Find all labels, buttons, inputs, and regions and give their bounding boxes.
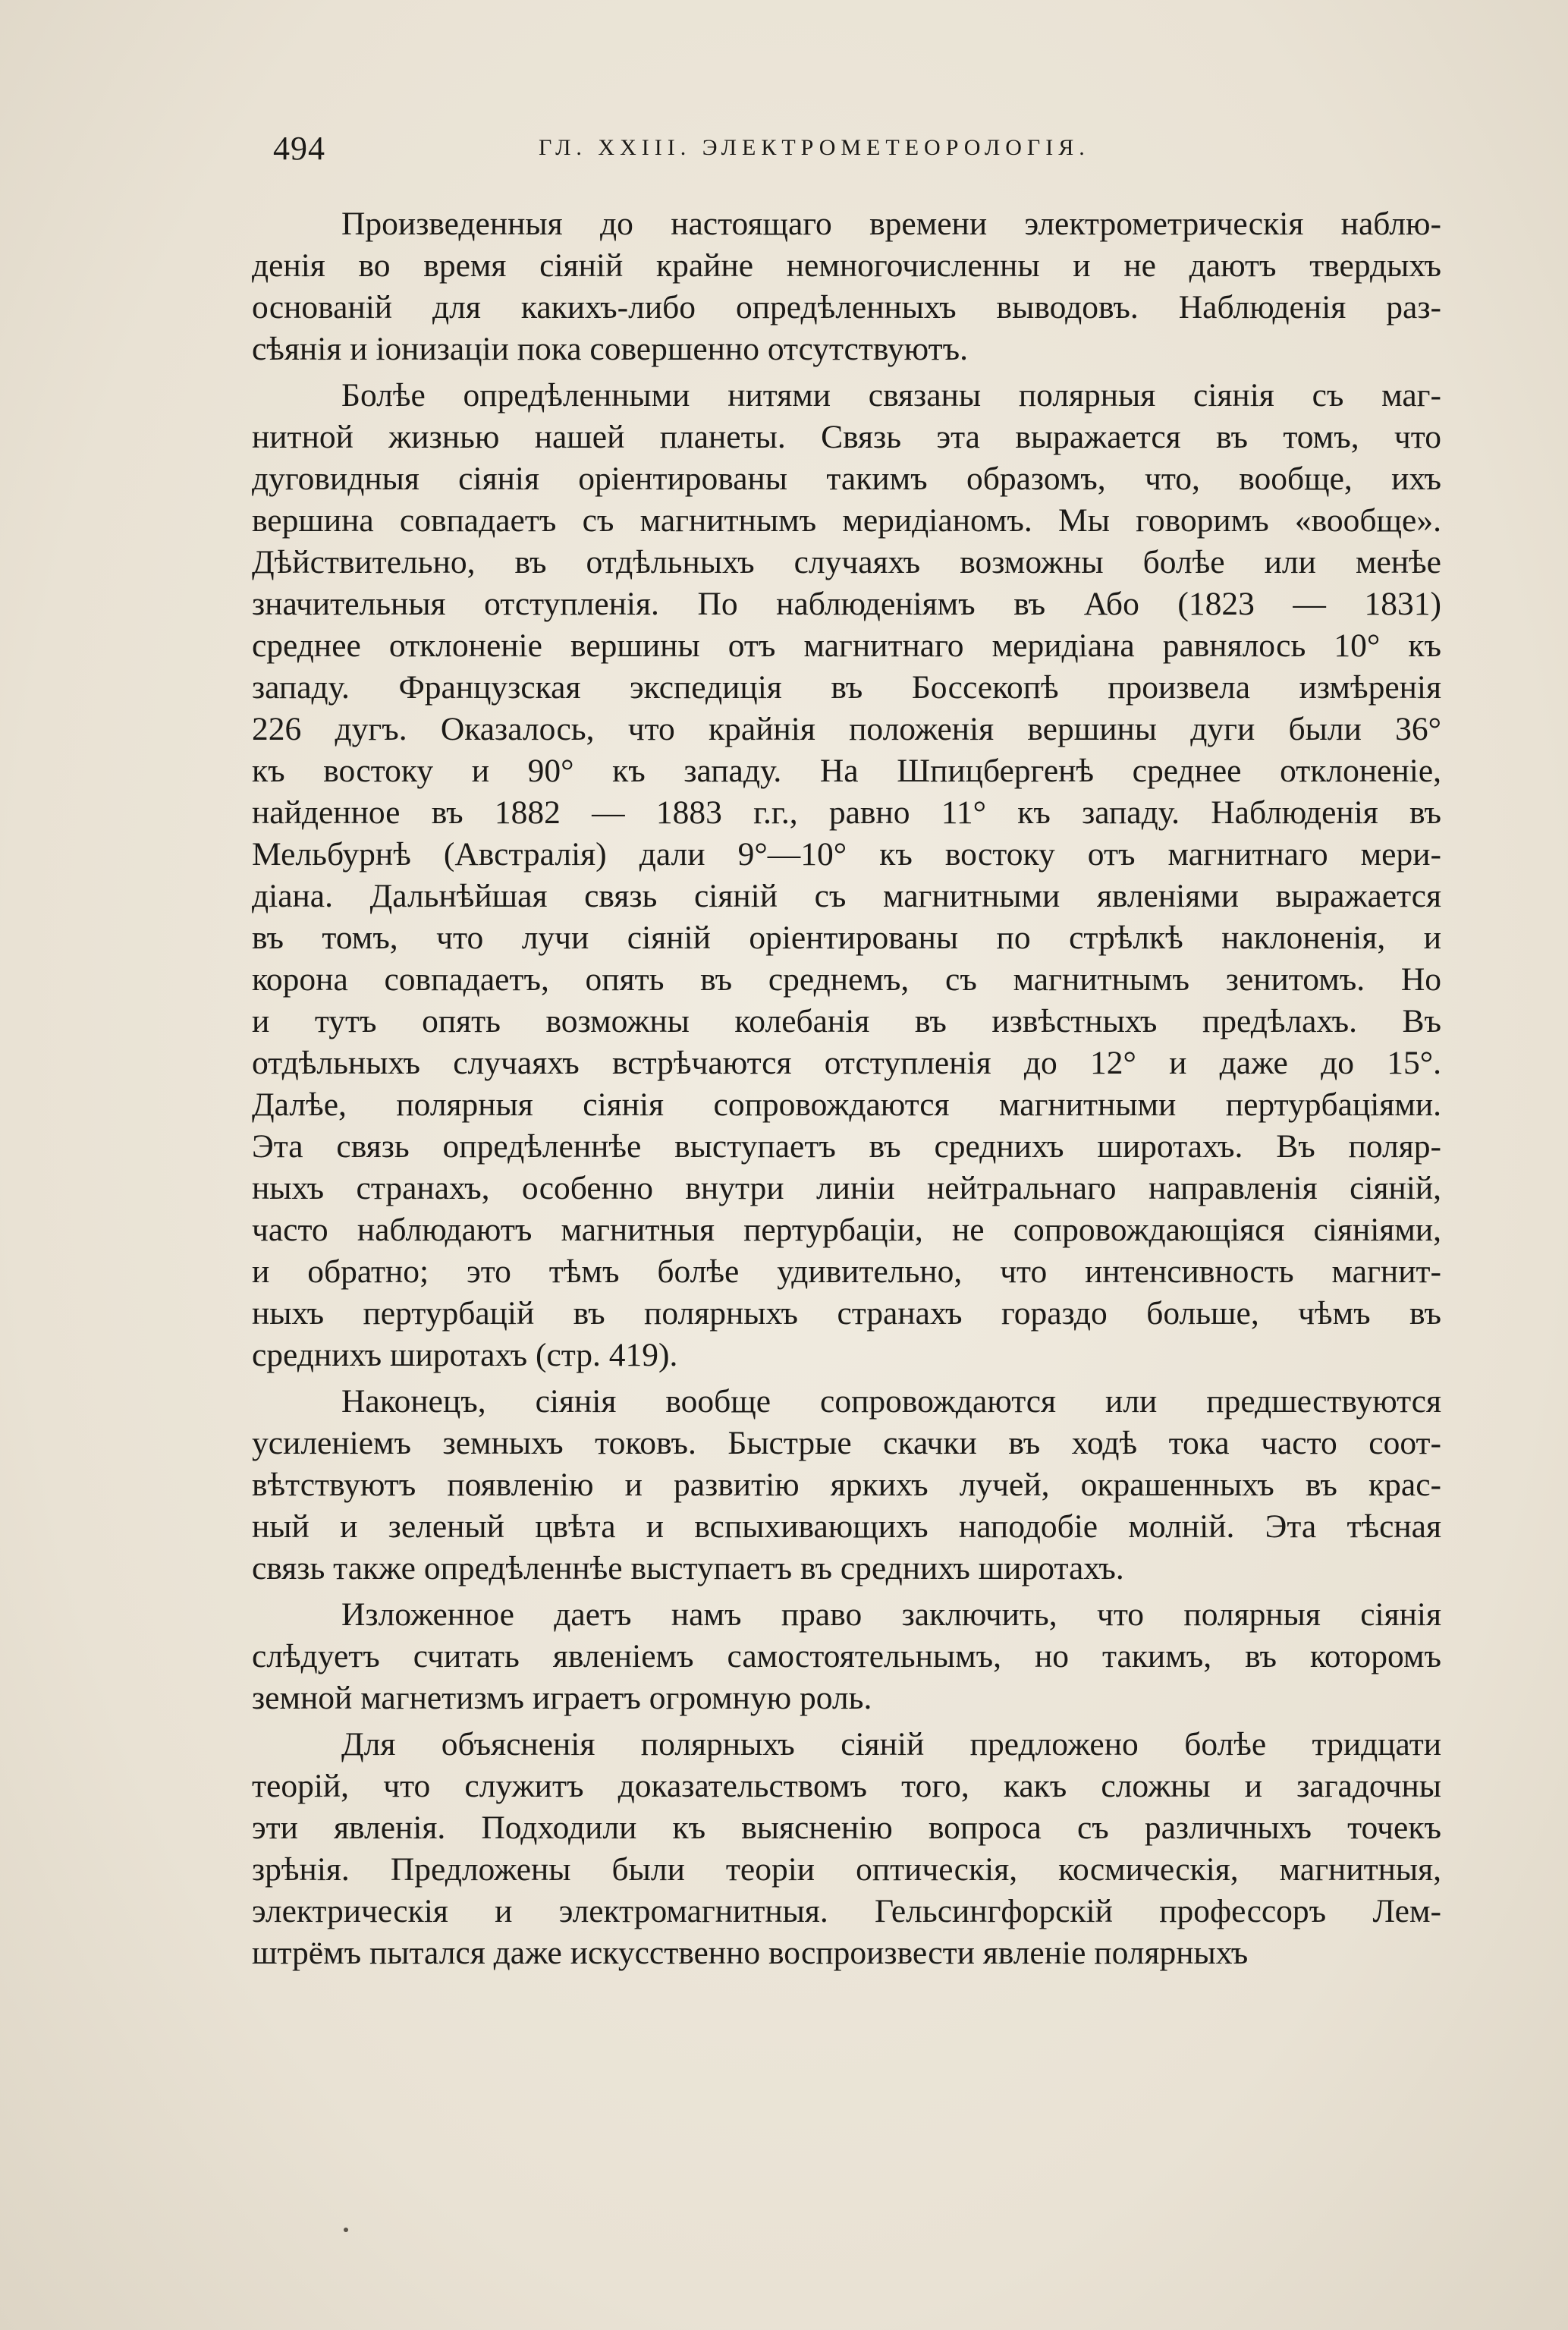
- text-line: западу. Французская экспедиція въ Боссекопѣ произвела измѣренія: [252, 669, 1441, 706]
- paragraph: [252, 203, 1441, 370]
- print-speck: [344, 2228, 348, 2232]
- text-line: къ востоку и 90° къ западу. На Шпицбергенѣ среднее отклоненіе,: [252, 753, 1441, 789]
- text-line: зрѣнія. Предложены были теоріи оптическія, космическія, магнитныя,: [252, 1851, 1441, 1888]
- text-line: значительныя отступленія. По наблюденіямъ въ Або (1823 — 1831): [252, 586, 1441, 622]
- text-line: сѣянія и іонизаціи пока совершенно отсутствуютъ.: [252, 331, 968, 367]
- text-line: теорій, что служитъ доказательствомъ того, какъ сложны и загадочны: [252, 1768, 1441, 1804]
- text-line: Далѣе, полярныя сіянія сопровождаются магнитными пертурбаціями.: [252, 1086, 1441, 1123]
- text-line: электрическія и электромагнитныя. Гельсингфорскій профессоръ Лем-: [252, 1893, 1441, 1929]
- paragraph: [252, 1594, 1441, 1719]
- text-line: отдѣльныхъ случаяхъ встрѣчаются отступленія до 12° и даже до 15°.: [252, 1045, 1441, 1081]
- paragraph: [252, 1381, 1441, 1589]
- chapter-title: ГЛ. XXIII. ЭЛЕКТРОМЕТЕОРОЛОГІЯ.: [539, 135, 1090, 160]
- text-line: и тутъ опять возможны колебанія въ извѣстныхъ предѣлахъ. Въ: [252, 1003, 1441, 1039]
- text-line: дуговидныя сіянія оріентированы такимъ образомъ, что, вообще, ихъ: [252, 461, 1441, 497]
- text-line: среднихъ широтахъ (стр. 419).: [252, 1337, 678, 1373]
- running-head: [273, 129, 1456, 175]
- text-line: Наконецъ, сіянія вообще сопровождаются или предшествуются: [341, 1383, 1441, 1420]
- text-line: Изложенное даетъ намъ право заключить, что полярныя сіянія: [341, 1596, 1441, 1633]
- text-line: 226 дугъ. Оказалось, что крайнія положенія вершины дуги были 36°: [252, 711, 1441, 747]
- text-line: ный и зеленый цвѣта и вспыхивающихъ наподобіе молній. Эта тѣсная: [252, 1508, 1441, 1545]
- text-line: слѣдуетъ считать явленіемъ самостоятельнымъ, но такимъ, въ которомъ: [252, 1638, 1441, 1674]
- text-line: нитной жизнью нашей планеты. Связь эта выражается въ томъ, что: [252, 419, 1441, 455]
- text-line: часто наблюдаютъ магнитныя пертурбаціи, не сопровождающіяся сіяніями,: [252, 1212, 1441, 1248]
- text-line: и обратно; это тѣмъ болѣе удивительно, что интенсивность магнит-: [252, 1253, 1441, 1290]
- paragraph: [252, 375, 1441, 1376]
- text-line: Дѣйствительно, въ отдѣльныхъ случаяхъ возможны болѣе или менѣе: [252, 544, 1441, 580]
- text-line: Болѣе опредѣленными нитями связаны полярныя сіянія съ маг-: [341, 377, 1441, 413]
- text-line: Эта связь опредѣленнѣе выступаетъ въ среднихъ широтахъ. Въ поляр-: [252, 1128, 1441, 1165]
- text-line: вѣтствуютъ появленію и развитію яркихъ лучей, окрашенныхъ въ крас-: [252, 1467, 1441, 1503]
- text-line: Для объясненія полярныхъ сіяній предложено болѣе тридцати: [341, 1726, 1441, 1762]
- paragraph: [252, 1724, 1441, 1974]
- text-line: земной магнетизмъ играетъ огромную роль.: [252, 1680, 872, 1716]
- page-number: 494: [273, 130, 325, 167]
- text-line: эти явленія. Подходили къ выясненію вопроса съ различныхъ точекъ: [252, 1810, 1441, 1846]
- text-line: корона совпадаетъ, опять въ среднемъ, съ магнитнымъ зенитомъ. Но: [252, 961, 1441, 998]
- text-line: ныхъ пертурбацій въ полярныхъ странахъ гораздо больше, чѣмъ въ: [252, 1295, 1441, 1332]
- text-line: основаній для какихъ-либо опредѣленныхъ выводовъ. Наблюденія раз-: [252, 289, 1441, 325]
- text-line: связь также опредѣленнѣе выступаетъ въ среднихъ широтахъ.: [252, 1550, 1124, 1586]
- text-line: денія во время сіяній крайне немногочисленны и не даютъ твердыхъ: [252, 247, 1441, 284]
- text-line: вершина совпадаетъ съ магнитнымъ меридіаномъ. Мы говоримъ «вообще».: [252, 502, 1441, 539]
- text-line: діана. Дальнѣйшая связь сіяній съ магнитными явленіями выражается: [252, 878, 1441, 914]
- text-line: ныхъ странахъ, особенно внутри линіи нейтральнаго направленія сіяній,: [252, 1170, 1441, 1206]
- text-line: Мельбурнѣ (Австралія) дали 9°—10° къ востоку отъ магнитнаго мери-: [252, 836, 1441, 873]
- text-line: усиленіемъ земныхъ токовъ. Быстрые скачки въ ходѣ тока часто соот-: [252, 1425, 1441, 1461]
- text-line: штрёмъ пытался даже искусственно воспроизвести явленіе полярныхъ: [252, 1935, 1249, 1971]
- text-line: Произведенныя до настоящаго времени электрометрическія наблю-: [341, 206, 1441, 242]
- text-line: въ томъ, что лучи сіяній оріентированы по стрѣлкѣ наклоненія, и: [252, 920, 1441, 956]
- text-line: найденное въ 1882 — 1883 г.г., равно 11° къ западу. Наблюденія въ: [252, 794, 1441, 831]
- text-line: среднее отклоненіе вершины отъ магнитнаго меридіана равнялось 10° къ: [252, 627, 1441, 664]
- body-text: [252, 203, 1441, 1974]
